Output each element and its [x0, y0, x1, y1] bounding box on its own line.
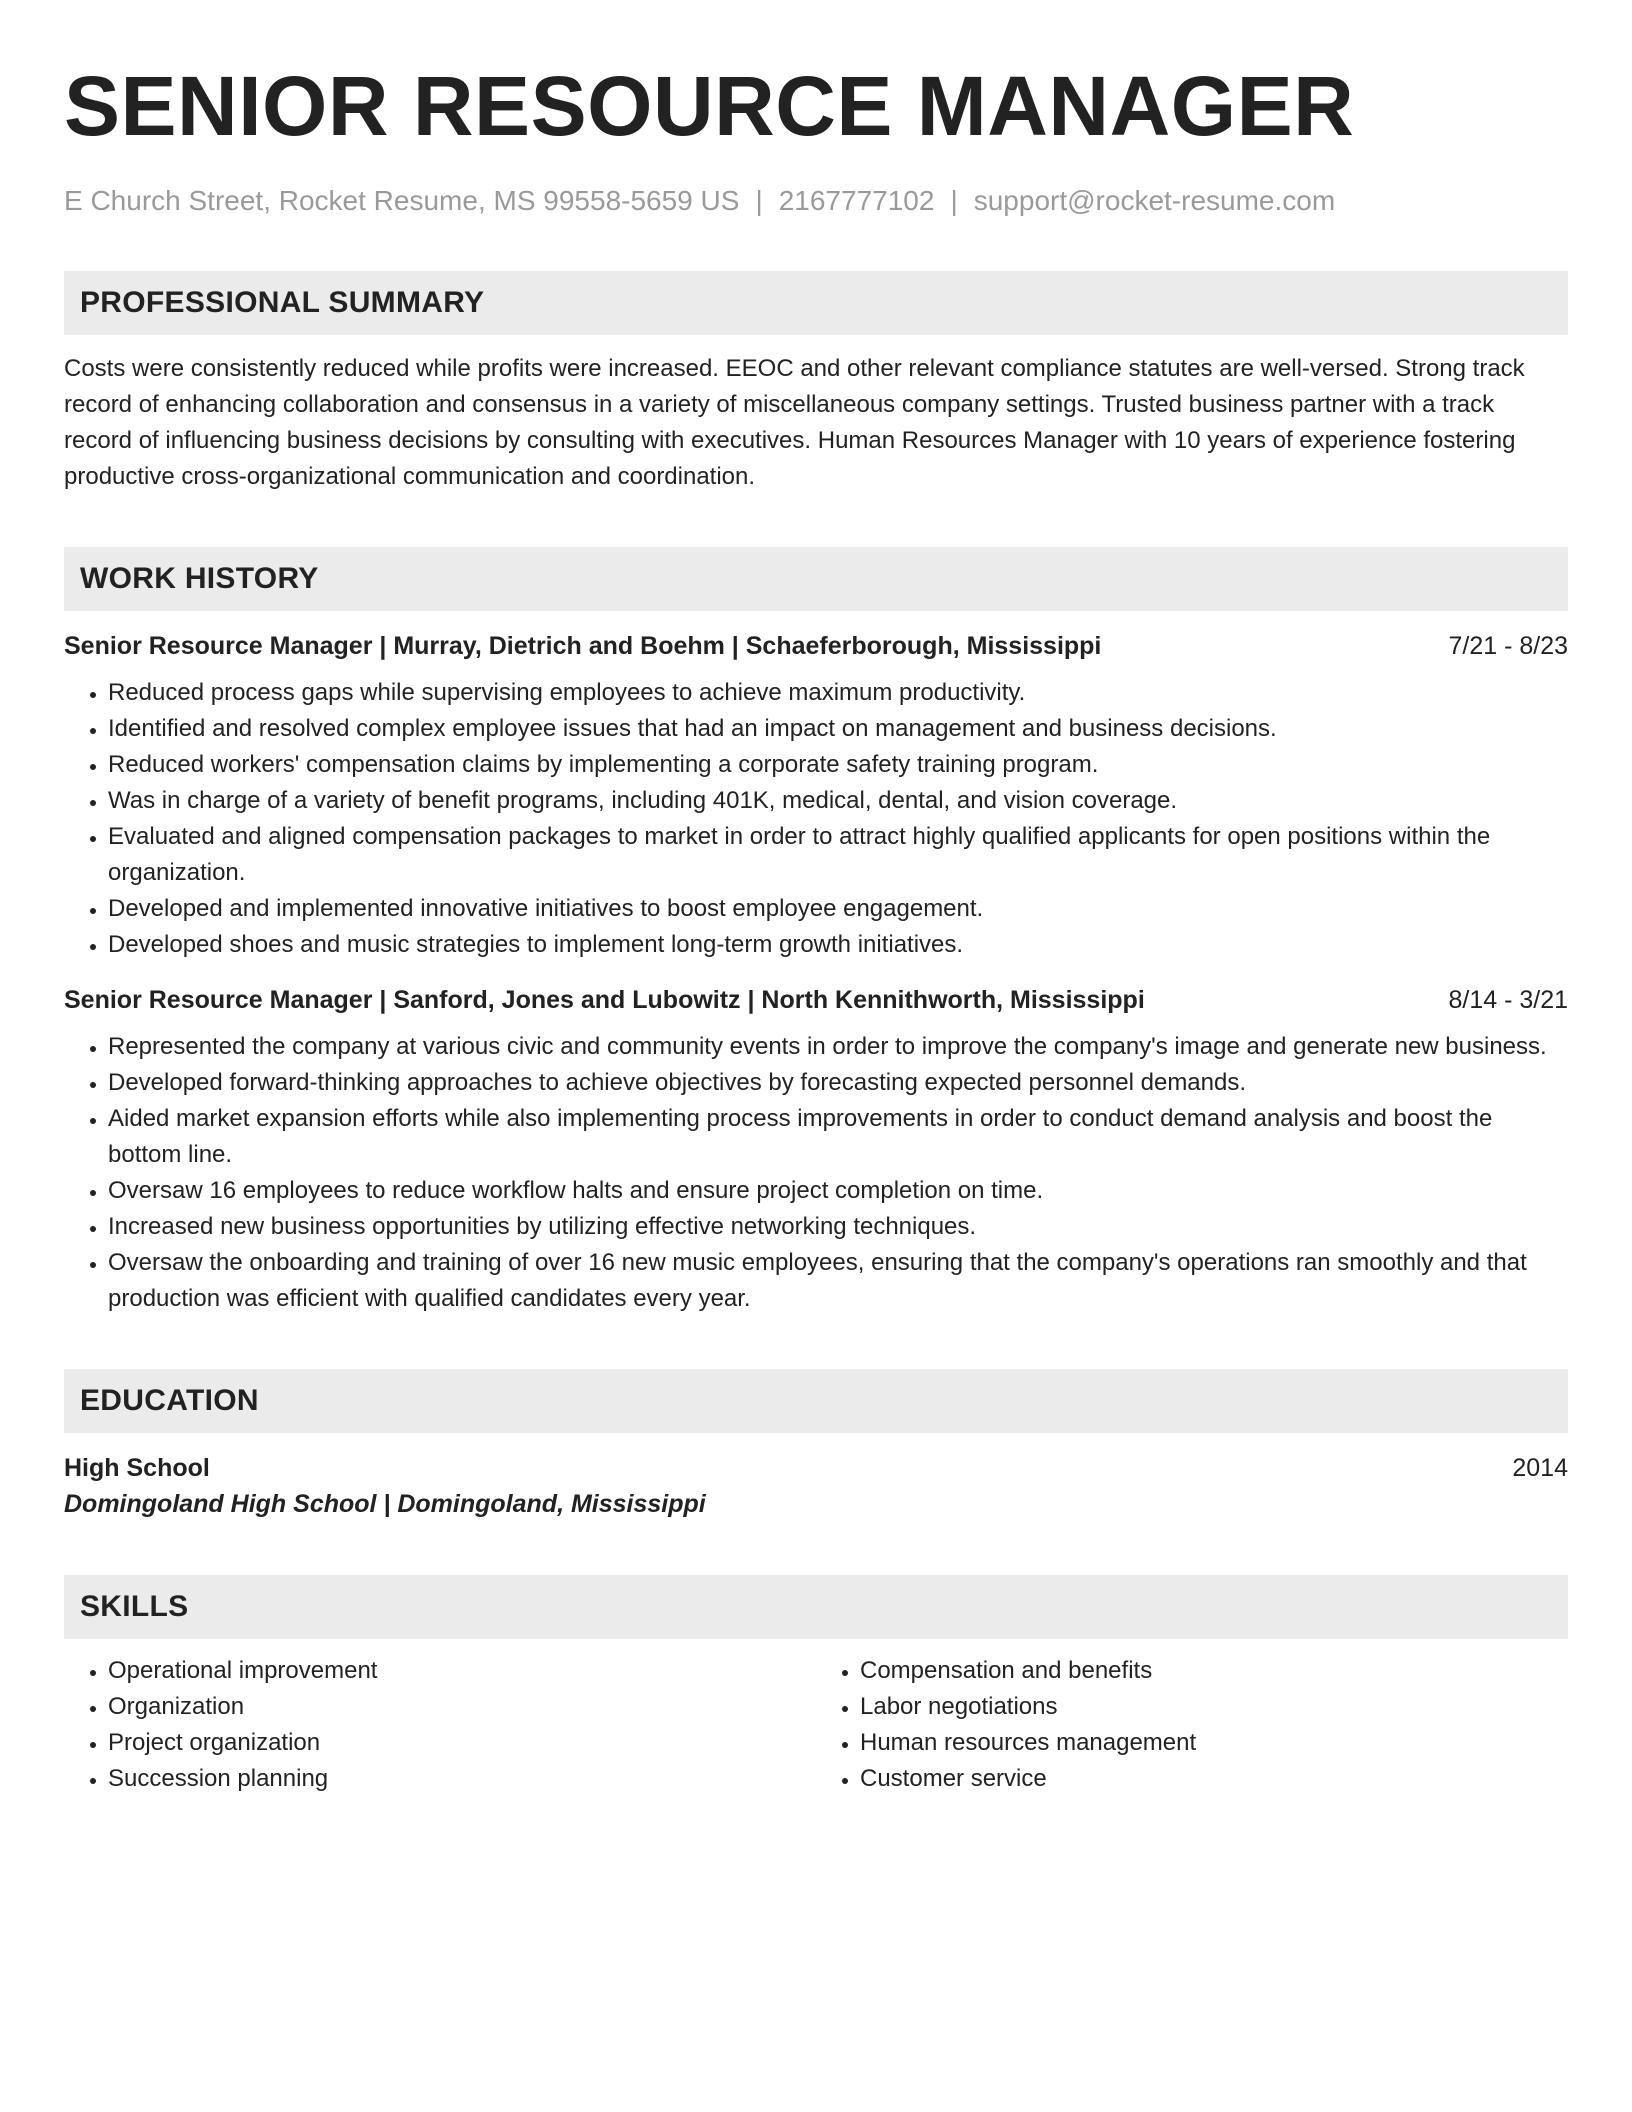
- job-entry: [64, 983, 1568, 1317]
- education-school: Domingoland High School | Domingoland, Mississippi: [64, 1490, 706, 1518]
- education-degree: High School: [64, 1454, 210, 1482]
- section-header-education: EDUCATION: [64, 1369, 1568, 1433]
- job-bullet: • Developed shoes and music strategies to implement long-term growth initiatives.: [108, 927, 1568, 963]
- skill-item: • Labor negotiations: [860, 1689, 1568, 1725]
- job-bullet: • Aided market expansion efforts while also implementing process improvements in order to conduct demand analysis and boost the bottom line.: [108, 1101, 1568, 1173]
- skill-item: • Operational improvement: [108, 1653, 816, 1689]
- contact-separator: |: [755, 185, 763, 216]
- job-bullet: • Oversaw the onboarding and training of over 16 new music employees, ensuring that the company's operations ran smoothly and that production was efficient with qualified candidates every year.: [108, 1245, 1568, 1317]
- job-title: Senior Resource Manager | Murray, Dietrich and Boehm | Schaeferborough, Mississippi: [64, 632, 1102, 660]
- skill-item: • Human resources management: [860, 1725, 1568, 1761]
- education-year: 2014: [1512, 1454, 1568, 1482]
- job-bullet: • Evaluated and aligned compensation packages to market in order to attract highly qualified applicants for open positions within the organization.: [108, 819, 1568, 891]
- contact-separator: |: [950, 185, 958, 216]
- job-bullet: • Reduced process gaps while supervising employees to achieve maximum productivity.: [108, 675, 1568, 711]
- job-bullets: [64, 1029, 1568, 1317]
- job-bullet: • Developed forward-thinking approaches to achieve objectives by forecasting expected personnel demands.: [108, 1065, 1568, 1101]
- skills-column-left: [64, 1653, 816, 1797]
- job-bullet: • Identified and resolved complex employee issues that had an impact on management and business decisions.: [108, 711, 1568, 747]
- skills-grid: [64, 1653, 1568, 1797]
- skill-item: • Customer service: [860, 1761, 1568, 1797]
- contact-line: [64, 184, 1568, 218]
- job-title: Senior Resource Manager | Sanford, Jones and Lubowitz | North Kennithworth, Mississippi: [64, 986, 1145, 1014]
- section-header-work-history: WORK HISTORY: [64, 547, 1568, 611]
- job-bullet: • Reduced workers' compensation claims by implementing a corporate safety training program.: [108, 747, 1568, 783]
- resume-name: SENIOR RESOURCE MANAGER: [64, 59, 1355, 153]
- job-bullets: [64, 675, 1568, 963]
- skills-column-right: [816, 1653, 1568, 1797]
- job-bullet: • Was in charge of a variety of benefit programs, including 401K, medical, dental, and vision coverage.: [108, 783, 1568, 819]
- contact-address: E Church Street, Rocket Resume, MS 99558-5659 US: [64, 185, 740, 216]
- job-header: [64, 629, 1568, 663]
- section-header-summary: PROFESSIONAL SUMMARY: [64, 271, 1568, 335]
- job-bullet: • Oversaw 16 employees to reduce workflow halts and ensure project completion on time.: [108, 1173, 1568, 1209]
- contact-email: support@rocket-resume.com: [973, 185, 1336, 216]
- job-dates: 7/21 - 8/23: [1448, 632, 1568, 660]
- contact-phone: 2167777102: [778, 185, 935, 216]
- skill-item: • Organization: [108, 1689, 816, 1725]
- job-header: [64, 983, 1568, 1017]
- skill-item: • Compensation and benefits: [860, 1653, 1568, 1689]
- education-header: [64, 1451, 1568, 1485]
- job-bullet: • Developed and implemented innovative initiatives to boost employee engagement.: [108, 891, 1568, 927]
- job-entry: [64, 629, 1568, 963]
- job-bullet: • Increased new business opportunities by utilizing effective networking techniques.: [108, 1209, 1568, 1245]
- skill-item: • Project organization: [108, 1725, 816, 1761]
- skill-item: • Succession planning: [108, 1761, 816, 1797]
- section-header-skills: SKILLS: [64, 1575, 1568, 1639]
- job-bullet: • Represented the company at various civic and community events in order to improve the company's image and generate new business.: [108, 1029, 1568, 1065]
- summary-text: Costs were consistently reduced while profits were increased. EEOC and other relevant compliance statutes are well-versed. Strong track record of enhancing collaboration and consensus in a variety of miscellaneous company settings. Trusted business partner with a track record of influencing business decisions by consulting with executives. Human Resources Manager with 10 years of experience fostering productive cross-organizational communication and coordination.: [64, 355, 1525, 490]
- job-dates: 8/14 - 3/21: [1448, 986, 1568, 1014]
